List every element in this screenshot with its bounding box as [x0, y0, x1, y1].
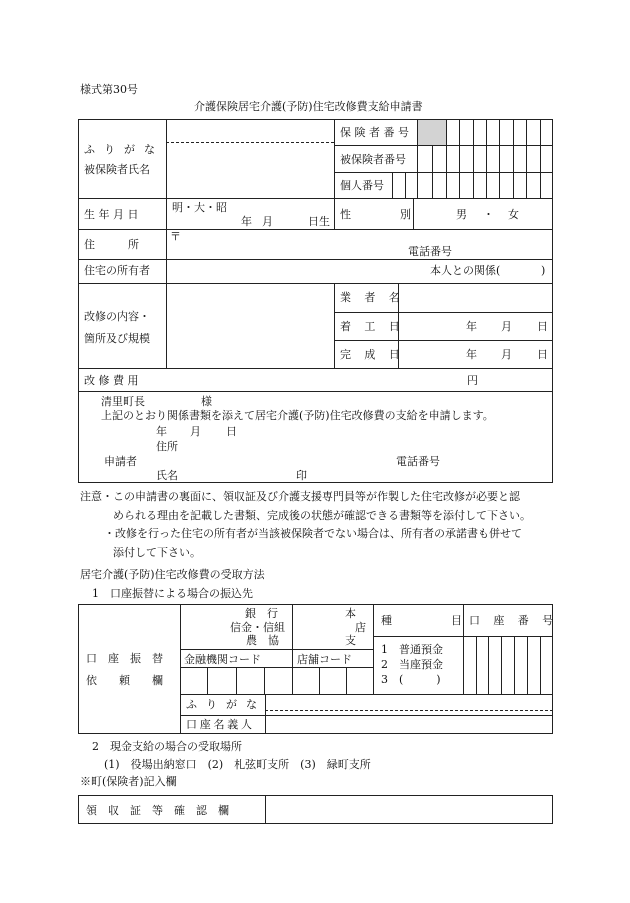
sex-separator: ・: [483, 208, 494, 221]
option-current[interactable]: 2 当座預金: [381, 658, 443, 671]
branch-hon: 本: [345, 607, 356, 620]
complete-day: 日: [537, 348, 548, 361]
start-year: 年: [466, 320, 477, 333]
era-options: 明・大・昭: [172, 201, 227, 214]
cost-label: 改 修 費 用: [84, 374, 139, 387]
app-month: 月: [190, 425, 201, 438]
sex-label-2: 別: [400, 208, 411, 221]
nokyo-label: 農 協: [246, 634, 279, 647]
note-1-line-1: 注意・この申請書の裏面に、領収証及び介護支援専門員等が作製した住宅改修が必要と認: [80, 490, 520, 503]
note-2-line-1: ・改修を行った住宅の所有者が当該被保険者でない場合は、所有者の承諾書も併せて: [104, 527, 522, 540]
branch-ten: 店: [355, 621, 366, 634]
postal-mark: 〒: [170, 230, 181, 243]
personal-number-label: 個人番号: [340, 179, 384, 192]
insured-name-field[interactable]: [167, 143, 333, 197]
sex-female[interactable]: 女: [508, 208, 519, 221]
transfer-label-1: 口 座 振 替: [86, 652, 163, 665]
town-entry-label: ※町(保険者)記入欄: [80, 775, 177, 788]
address-phone-label: 電話番号: [408, 245, 452, 258]
receipt-item-2: 2 現金支給の場合の受取場所: [92, 740, 242, 753]
start-month: 月: [501, 320, 512, 333]
contractor-label: 業 者 名: [340, 291, 405, 304]
account-holder-label: 口座名義人: [186, 718, 255, 731]
type-label-2: 目: [451, 614, 462, 627]
app-year: 年: [156, 425, 167, 438]
option-other[interactable]: 3 ( ): [381, 673, 441, 686]
type-label: 種: [381, 614, 392, 627]
mayor-sama: 様: [201, 395, 212, 408]
branch-code-label: 店舗コード: [297, 653, 352, 666]
furigana-label: ふ り が な: [84, 143, 158, 156]
insured-number-label: 被保険者番号: [340, 153, 406, 166]
note-2-line-2: 添付して下さい。: [113, 546, 201, 559]
renovation-label-2: 箇所及び規模: [84, 332, 150, 345]
transfer-label-2: 依 頼 欄: [86, 674, 163, 687]
owner-label: 住宅の所有者: [84, 264, 150, 277]
branch-shi: 支: [345, 634, 356, 647]
application-box: [78, 391, 553, 483]
cost-yen: 円: [467, 374, 478, 387]
seal-mark: 印: [296, 469, 307, 482]
complete-year: 年: [466, 348, 477, 361]
account-number-label: 口 座 番 号: [469, 614, 559, 627]
address-label: 住 所: [84, 238, 139, 251]
birth-year: 年: [241, 215, 252, 228]
application-statement: 上記のとおり関係書類を添えて居宅介護(予防)住宅改修費の支給を申請します。: [101, 409, 494, 422]
birth-day: 日生: [308, 215, 330, 228]
bank-code-label: 金融機関コード: [184, 653, 261, 666]
start-date-label: 着 工 日: [340, 320, 405, 333]
start-day: 日: [537, 320, 548, 333]
shinkin-label: 信金・信組: [230, 621, 285, 634]
bank-label: 銀 行: [245, 607, 278, 620]
app-phone: 電話番号: [396, 455, 440, 468]
receipt-heading: 居宅介護(予防)住宅改修費の受取方法: [80, 568, 265, 581]
confirm-label: 領 収 証 等 確 認 欄: [86, 804, 229, 817]
note-1-line-2: められる理由を記載した書類、完成後の状態が確認できる書類等を添付して下さい。: [113, 509, 531, 522]
birth-month: 月: [262, 215, 273, 228]
applicant-label: 申請者: [104, 455, 137, 468]
app-day: 日: [226, 425, 237, 438]
receipt-item-1: 1 口座振替による場合の振込先: [92, 587, 253, 600]
form-number: 様式第30号: [80, 83, 138, 96]
sex-male[interactable]: 男: [456, 208, 467, 221]
relation-close: ): [541, 264, 546, 277]
insured-name-label: 被保険者氏名: [84, 163, 150, 176]
relation-label: 本人との関係(: [430, 264, 501, 277]
mayor-label: 清里町長: [101, 395, 145, 408]
cash-places: (1) 役場出納窓口 (2) 札弦町支所 (3) 緑町支所: [104, 758, 371, 771]
app-name: 氏名: [156, 469, 178, 482]
insurer-number-label: 保 険 者 番 号: [340, 126, 409, 139]
option-ordinary[interactable]: 1 普通預金: [381, 643, 443, 656]
complete-month: 月: [501, 348, 512, 361]
sex-label: 性: [340, 208, 351, 221]
app-address: 住所: [156, 440, 178, 453]
holder-furigana-label: ふ り が な: [186, 698, 260, 711]
complete-date-label: 完 成 日: [340, 348, 405, 361]
account-holder-field[interactable]: [266, 716, 552, 733]
page-title: 介護保険居宅介護(予防)住宅改修費支給申請書: [194, 100, 423, 113]
renovation-label-1: 改修の内容・: [84, 310, 150, 323]
birthdate-label: 生 年 月 日: [84, 208, 139, 221]
